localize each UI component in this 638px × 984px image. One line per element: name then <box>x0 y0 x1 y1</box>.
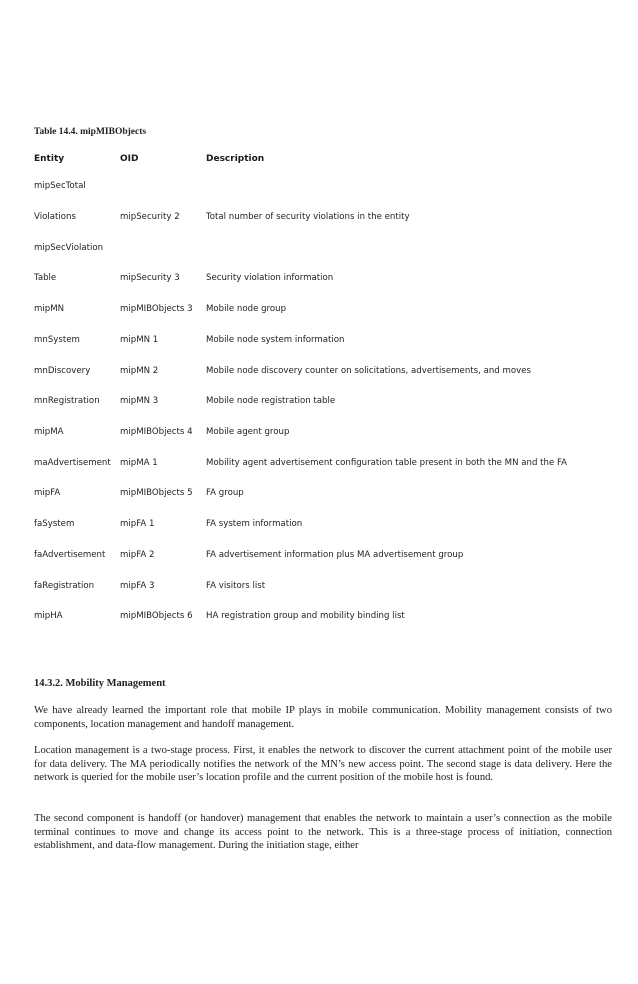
table-row <box>34 177 614 195</box>
paragraph: The second component is handoff (or handover) management that enables the network to maintain a user’s connection as the mobile terminal continues to move and change its access point to the network. This is a three-stage process of initiation, connection establishment, and data-flow management. During the initiation stage, either <box>34 813 612 851</box>
cell-entity: mipMN <box>34 304 65 314</box>
cell-oid: mipSecurity 2 <box>120 212 180 222</box>
header-description: Description <box>206 154 265 164</box>
cell-entity: faSystem <box>34 519 75 529</box>
cell-description: Mobile agent group <box>206 427 290 437</box>
cell-description: FA visitors list <box>206 581 266 591</box>
table-row <box>34 515 614 533</box>
cell-oid: mipMN 3 <box>120 396 159 406</box>
table-row <box>34 577 614 595</box>
table-row <box>34 484 614 502</box>
cell-entity: mipMA <box>34 427 64 437</box>
table-row <box>34 423 614 441</box>
table-row <box>34 269 614 287</box>
cell-description: Total number of security violations in the entity <box>206 212 410 222</box>
cell-oid: mipMIBObjects 4 <box>120 427 193 437</box>
table-row <box>34 454 614 472</box>
cell-entity: mnRegistration <box>34 396 100 406</box>
cell-entity: faAdvertisement <box>34 550 106 560</box>
cell-description: Mobility agent advertisement configuration table present in both the MN and the FA <box>206 458 568 468</box>
cell-description: Mobile node group <box>206 304 287 314</box>
cell-description: FA advertisement information plus MA advertisement group <box>206 550 464 560</box>
cell-oid: mipMIBObjects 5 <box>120 488 193 498</box>
table-row <box>34 300 614 318</box>
cell-entity: Violations <box>34 212 76 222</box>
cell-description: FA group <box>206 488 244 498</box>
table-header-row <box>34 150 614 168</box>
paragraph: Location management is a two-stage process. First, it enables the network to discover the current attachment point of the mobile user for data delivery. The MA periodically notifies the network of the MN’s new access point. The second stage is data delivery. Here the network is queried for the mobile user’s location profile and the current position of the mobile host is found. <box>34 745 612 783</box>
cell-entity: faRegistration <box>34 581 95 591</box>
mib-objects-table <box>34 150 614 621</box>
table-caption: Table 14.4. mipMIBObjects <box>34 127 147 137</box>
cell-description: FA system information <box>206 519 303 529</box>
cell-entity: mnSystem <box>34 335 80 345</box>
header-entity: Entity <box>34 154 65 164</box>
cell-entity: Table <box>34 273 57 283</box>
cell-oid: mipMIBObjects 6 <box>120 611 193 621</box>
cell-oid: mipMN 1 <box>120 335 159 345</box>
cell-description: Mobile node discovery counter on solicitations, advertisements, and moves <box>206 366 531 376</box>
cell-entity: mipFA <box>34 488 61 498</box>
header-oid: OID <box>120 154 139 164</box>
table-row <box>34 239 614 257</box>
cell-oid: mipSecurity 3 <box>120 273 180 283</box>
paragraph: We have already learned the important role that mobile IP plays in mobile communication. Mobility management consists of two components, location management and handoff management. <box>34 705 612 730</box>
cell-description: HA registration group and mobility binding list <box>206 611 405 621</box>
cell-entity: mnDiscovery <box>34 366 91 376</box>
cell-entity: mipSecTotal <box>34 181 86 191</box>
table-row <box>34 362 614 380</box>
cell-description: Mobile node registration table <box>206 396 336 406</box>
cell-oid: mipFA 2 <box>120 550 155 560</box>
table-row <box>34 546 614 564</box>
cell-oid: mipMN 2 <box>120 366 159 376</box>
section-title: 14.3.2. Mobility Management <box>34 678 166 689</box>
table-row <box>34 392 614 410</box>
cell-description: Security violation information <box>206 273 334 283</box>
cell-entity: mipHA <box>34 611 63 621</box>
cell-description: Mobile node system information <box>206 335 345 345</box>
cell-oid: mipFA 1 <box>120 519 155 529</box>
cell-oid: mipFA 3 <box>120 581 155 591</box>
cell-entity: maAdvertisement <box>34 458 111 468</box>
table-row <box>34 208 614 226</box>
table-row <box>34 331 614 349</box>
cell-entity: mipSecViolation <box>34 243 104 253</box>
cell-oid: mipMIBObjects 3 <box>120 304 193 314</box>
table-row <box>34 607 614 625</box>
cell-oid: mipMA 1 <box>120 458 158 468</box>
